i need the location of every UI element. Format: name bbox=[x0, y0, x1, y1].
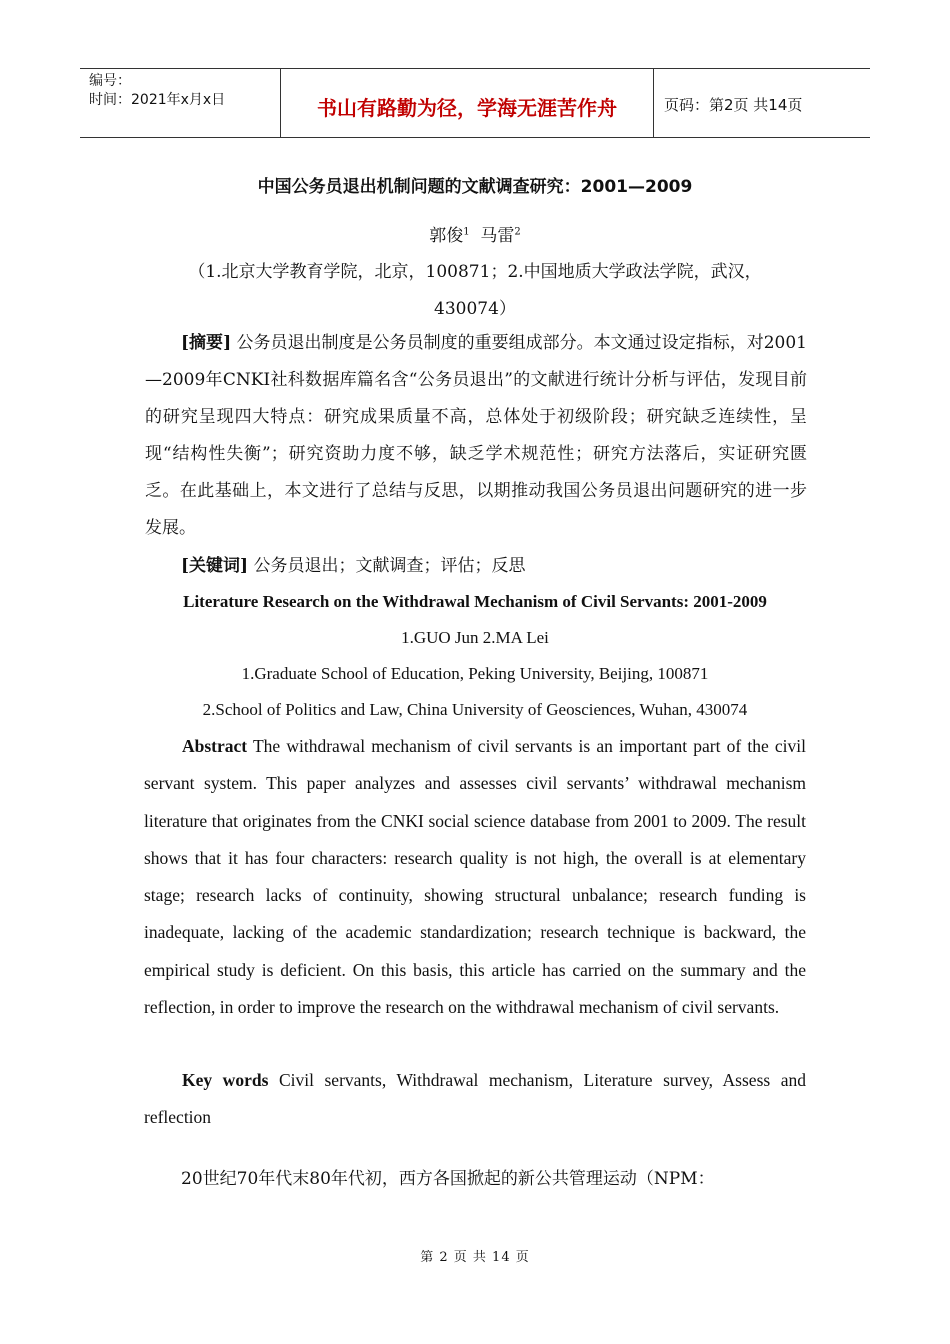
abstract-zh-text: 公务员退出制度是公务员制度的重要组成部分。本文通过设定指标，对2001—2009年CNKI社科数据库篇名含“公务员退出”的文献进行统计分析与评估，发现目前的研究呈现四大特点：研究成果质量不高，总体处于初级阶段；研究缺乏连续性，呈现“结构性失衡”；研究资助力度不够，缺乏学术规范性；研究方法落后，实证研究匮乏。在此基础上，本文进行了总结与反思，以期推动我国公务员退出问题研究的进一步发展。 bbox=[145, 333, 807, 538]
english-affiliation: 1.Graduate School of Education, Peking University, Beijing, 100871 bbox=[241, 664, 709, 683]
keywords-zh-label: [关键词] bbox=[181, 556, 249, 576]
date-line: 时间：2021年x月x日 bbox=[89, 92, 226, 108]
author-line bbox=[0, 221, 950, 246]
header-motto: 书山有路勤为径，学海无涯苦作舟 bbox=[281, 69, 654, 137]
author-name: 郭俊 bbox=[429, 226, 464, 246]
body-intro-text: 20世纪70年代末80年代初，西方各国掀起的新公共管理运动（NPM： bbox=[181, 1169, 715, 1189]
english-affiliation: 2.School of Politics and Law, China University of Geosciences, Wuhan, 430074 bbox=[202, 700, 748, 719]
header-page-info: 页码：第2页 共14页 bbox=[664, 95, 803, 114]
affiliation-line: （1.北京大学教育学院，北京，100871；2.中国地质大学政法学院，武汉， bbox=[188, 262, 762, 282]
author-affil-mark: 2 bbox=[514, 226, 521, 238]
author-affil-mark: 1 bbox=[463, 226, 470, 238]
author-name: 马雷 bbox=[480, 226, 515, 246]
abstract-zh-label: [摘要] bbox=[181, 333, 232, 353]
document-header bbox=[80, 68, 870, 138]
keywords-en-text: Civil servants, Withdrawal mechanism, Literature survey, Assess and reflection bbox=[144, 1070, 807, 1128]
english-title: Literature Research on the Withdrawal Mechanism of Civil Servants: 2001-2009 bbox=[183, 592, 767, 611]
paper-title: 中国公务员退出机制问题的文献调查研究：2001—2009 bbox=[257, 177, 693, 197]
english-authors: 1.GUO Jun 2.MA Lei bbox=[401, 628, 549, 647]
header-meta bbox=[80, 69, 281, 137]
abstract-zh bbox=[145, 325, 807, 547]
keywords-zh bbox=[145, 548, 807, 585]
keywords-zh-text: 公务员退出；文献调查；评估；反思 bbox=[248, 556, 526, 576]
keywords-en bbox=[144, 1062, 806, 1137]
page-footer: 第 2 页 共 14 页 bbox=[420, 1250, 530, 1265]
abstract-en-text: The withdrawal mechanism of civil servants is an important part of the civil servant system. This paper analyzes and assesses civil servants’ withdrawal mechanism literature that originates from the CNKI social science database from 2001 to 2009. The result shows that it has four characters: research quality is not high, the overall is at elementary stage; research lacks of continuity, showing structural unbalance; research funding is inadequate, lacking of the academic standardization; research technique is backward, the empirical study is deficient. On this basis, this article has carried on the summary and the reflection, in order to improve the research on the withdrawal mechanism of civil servants. bbox=[144, 736, 806, 1018]
affiliation-line: 430074） bbox=[434, 299, 516, 319]
abstract-en-label: Abstract bbox=[182, 736, 248, 756]
abstract-en bbox=[144, 728, 806, 1026]
keywords-en-label: Key words bbox=[182, 1070, 269, 1090]
body-paragraph bbox=[145, 1161, 807, 1198]
serial-label: 编号： bbox=[89, 73, 131, 89]
